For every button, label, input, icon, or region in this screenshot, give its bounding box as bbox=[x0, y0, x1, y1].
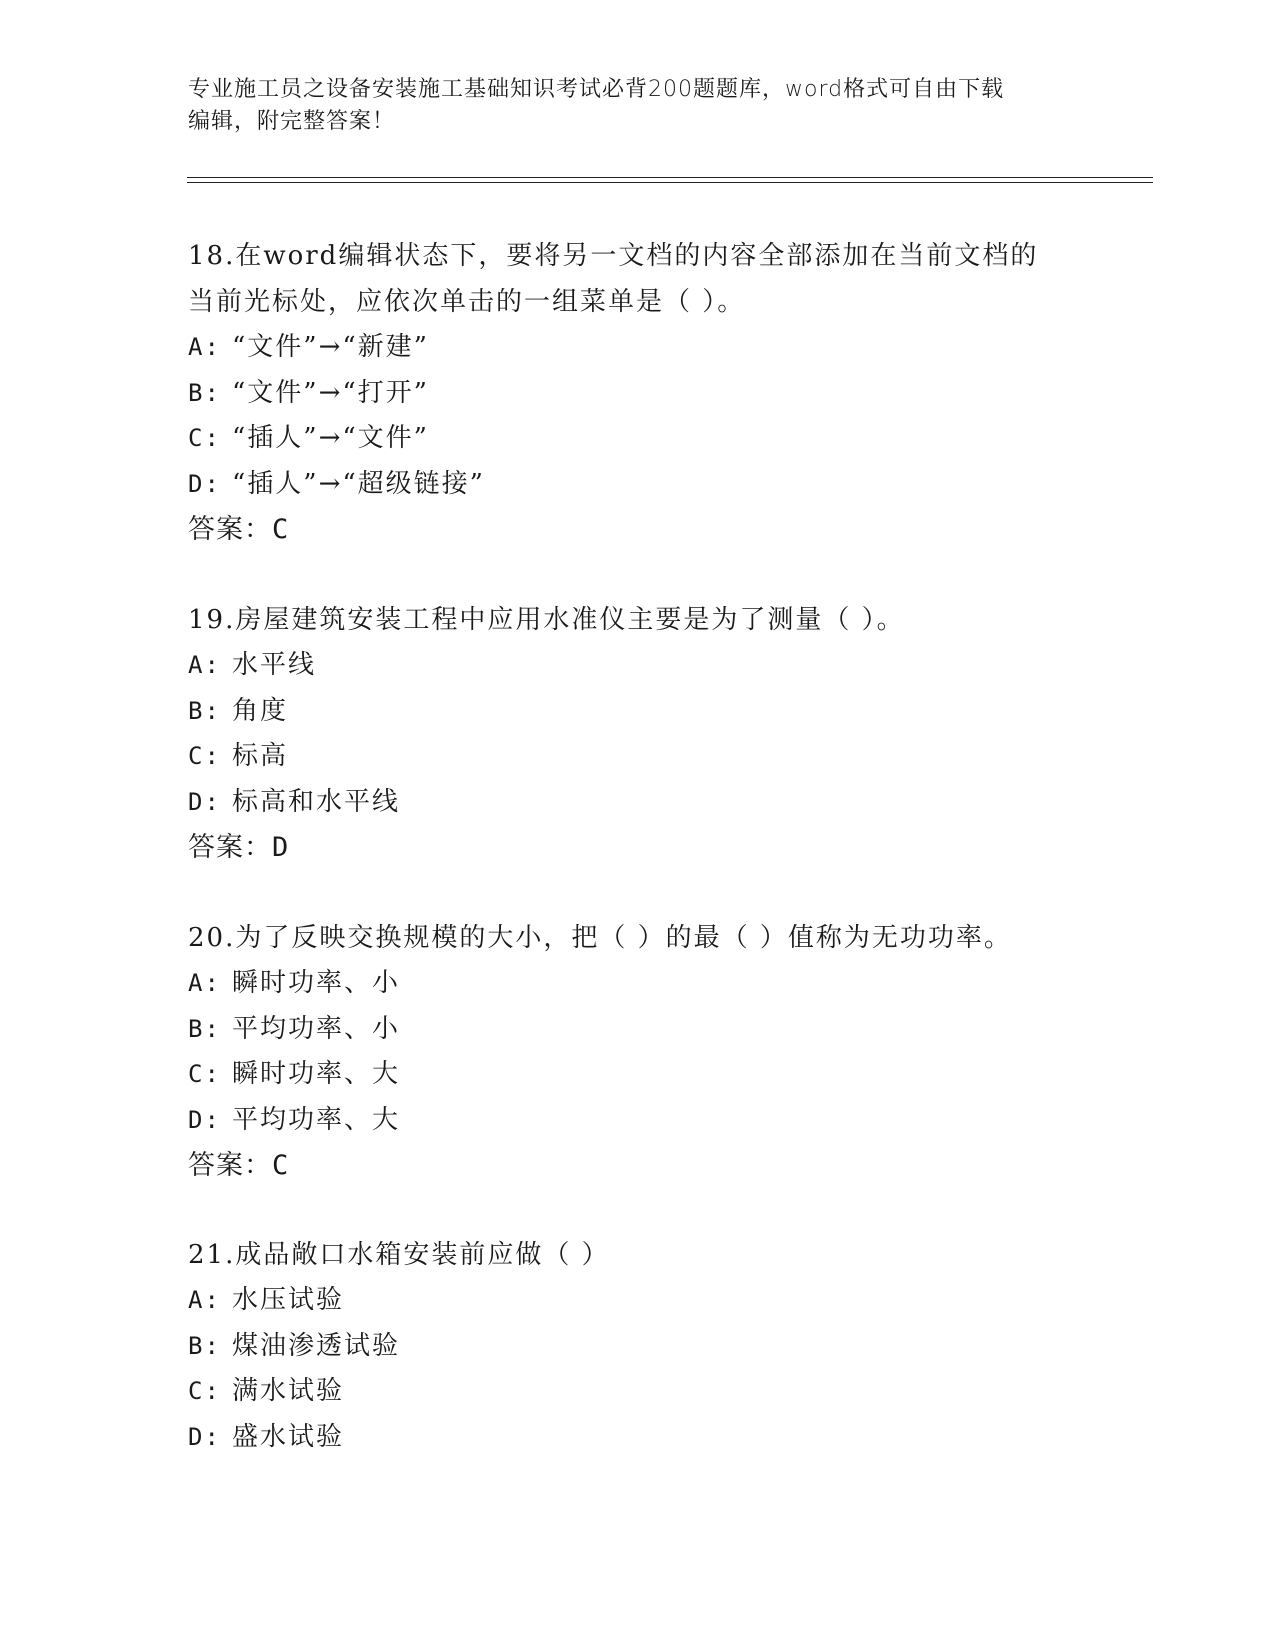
header-line-1: 专业施工员之设备安装施工基础知识考试必背200题题库，word格式可自由下载 bbox=[188, 77, 1005, 102]
option-key: C: bbox=[188, 424, 221, 452]
question-title bbox=[188, 233, 1088, 325]
question-20 bbox=[188, 915, 1088, 1189]
option-c bbox=[188, 416, 1088, 462]
option-text: 满水试验 bbox=[232, 1376, 345, 1406]
answer bbox=[188, 507, 1088, 553]
option-c bbox=[188, 1369, 1088, 1415]
option-text: “插人”→“文件” bbox=[232, 423, 429, 453]
option-key: B: bbox=[188, 1014, 221, 1043]
header-line-2: 编辑，附完整答案！ bbox=[188, 109, 396, 134]
option-text: “插人”→“超级链接” bbox=[232, 468, 485, 499]
option-a bbox=[188, 1278, 1088, 1324]
option-d bbox=[188, 1415, 1088, 1461]
option-b bbox=[188, 1007, 1088, 1053]
answer-value: C bbox=[272, 1150, 290, 1181]
option-d bbox=[188, 1098, 1088, 1144]
option-key: A: bbox=[188, 1286, 221, 1314]
option-key: A: bbox=[188, 651, 221, 679]
option-b bbox=[188, 689, 1088, 735]
question-title bbox=[188, 915, 1088, 961]
option-key: B: bbox=[188, 696, 221, 725]
document-header bbox=[188, 74, 1068, 138]
answer-value: D bbox=[272, 832, 290, 863]
option-text: 瞬时功率、大 bbox=[232, 1059, 401, 1089]
answer-label: 答案： bbox=[188, 514, 272, 545]
answer bbox=[188, 1143, 1088, 1189]
header-divider-top bbox=[187, 177, 1153, 178]
question-18 bbox=[188, 233, 1088, 553]
option-text: 盛水试验 bbox=[232, 1421, 345, 1452]
question-19 bbox=[188, 597, 1088, 871]
option-text: “文件”→“打开” bbox=[232, 377, 429, 408]
option-text: 煤油渗透试验 bbox=[232, 1330, 401, 1361]
option-c bbox=[188, 1052, 1088, 1098]
answer bbox=[188, 825, 1088, 871]
question-title bbox=[188, 1232, 1088, 1278]
option-text: 水平线 bbox=[232, 650, 317, 680]
option-key: D: bbox=[188, 1422, 221, 1451]
answer-label: 答案： bbox=[188, 1150, 272, 1181]
answer-value: C bbox=[272, 514, 290, 545]
option-text: 瞬时功率、小 bbox=[232, 968, 401, 998]
question-title-line-2: 当前光标处，应依次单击的一组菜单是（ ）。 bbox=[188, 287, 746, 317]
answer-label: 答案： bbox=[188, 832, 272, 863]
question-title-line-1: 18.在word编辑状态下，要将另一文档的内容全部添加在当前文档的 bbox=[188, 241, 1039, 271]
question-title-line-1: 19.房屋建筑安装工程中应用水准仪主要是为了测量（ ）。 bbox=[188, 605, 905, 635]
question-21 bbox=[188, 1232, 1088, 1460]
option-text: 平均功率、大 bbox=[232, 1104, 401, 1135]
option-key: C: bbox=[188, 1377, 221, 1405]
option-a bbox=[188, 961, 1088, 1007]
option-text: 角度 bbox=[232, 695, 289, 726]
option-text: 平均功率、小 bbox=[232, 1013, 401, 1044]
option-a bbox=[188, 325, 1088, 371]
option-key: A: bbox=[188, 333, 221, 361]
option-d bbox=[188, 462, 1088, 508]
option-b bbox=[188, 1324, 1088, 1370]
option-text: “文件”→“新建” bbox=[232, 332, 429, 362]
option-key: C: bbox=[188, 742, 221, 770]
question-title-line-1: 20.为了反映交换规模的大小，把（ ）的最（ ）值称为无功功率。 bbox=[188, 923, 1012, 953]
option-text: 水压试验 bbox=[232, 1285, 345, 1315]
option-key: D: bbox=[188, 469, 221, 498]
option-text: 标高和水平线 bbox=[232, 786, 401, 817]
option-key: B: bbox=[188, 1331, 221, 1360]
option-key: D: bbox=[188, 787, 221, 816]
option-b bbox=[188, 371, 1088, 417]
question-title-line-1: 21.成品敞口水箱安装前应做（ ） bbox=[188, 1240, 610, 1270]
option-c bbox=[188, 734, 1088, 780]
header-divider-bottom bbox=[187, 182, 1153, 183]
option-a bbox=[188, 643, 1088, 689]
option-key: C: bbox=[188, 1060, 221, 1088]
option-key: B: bbox=[188, 378, 221, 407]
question-title bbox=[188, 597, 1088, 643]
option-d bbox=[188, 780, 1088, 826]
option-key: D: bbox=[188, 1105, 221, 1134]
option-key: A: bbox=[188, 969, 221, 997]
option-text: 标高 bbox=[232, 741, 289, 771]
